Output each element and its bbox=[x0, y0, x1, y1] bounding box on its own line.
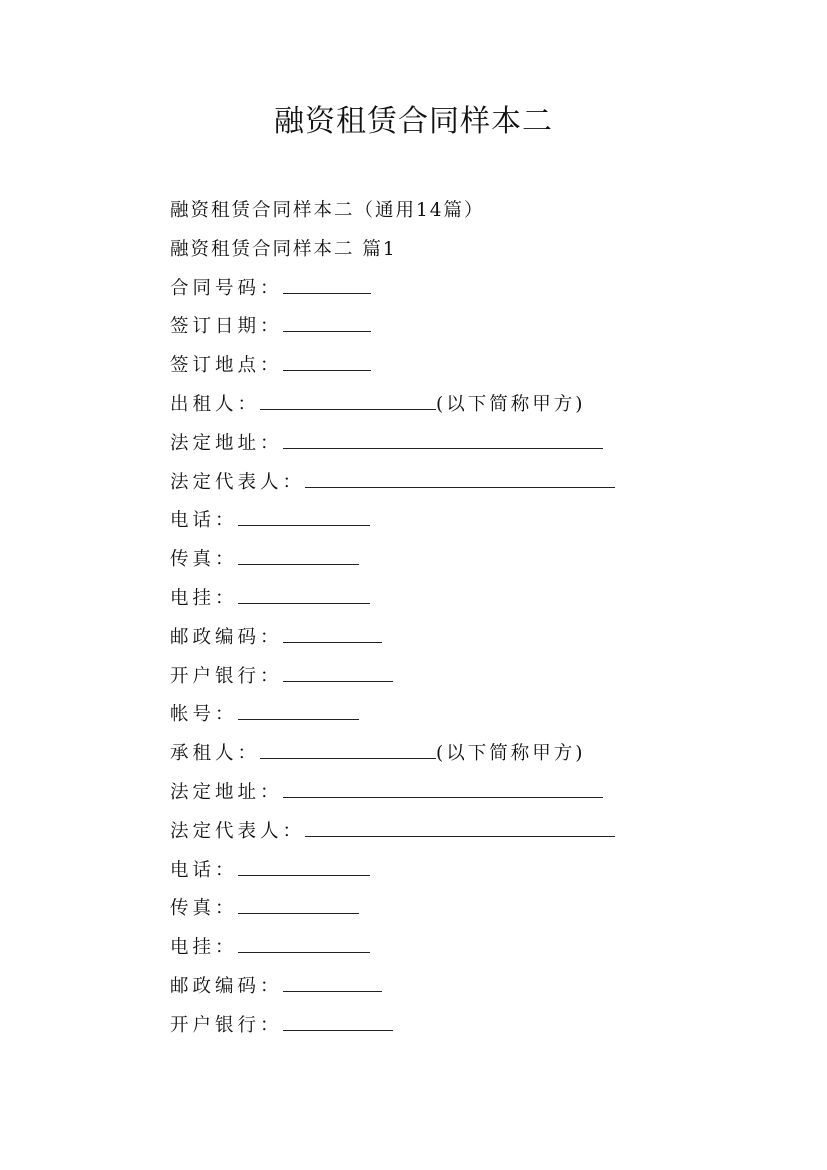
field-label: 法定代表人： bbox=[170, 820, 306, 842]
fill-in-blank bbox=[238, 705, 359, 720]
field-lessor bbox=[170, 386, 770, 425]
fill-in-blank bbox=[305, 473, 615, 488]
field-label: 传真： bbox=[170, 898, 238, 920]
field-lessor-bank bbox=[170, 658, 770, 697]
field-label: 签订地点： bbox=[170, 355, 283, 377]
fill-in-blank bbox=[283, 783, 603, 798]
fill-in-blank bbox=[283, 279, 371, 294]
field-lessor-phone bbox=[170, 502, 770, 541]
fill-in-blank bbox=[238, 511, 370, 526]
field-label: 签订日期： bbox=[170, 316, 283, 338]
field-suffix: (以下简称甲方) bbox=[436, 393, 586, 415]
field-label: 邮政编码： bbox=[170, 975, 283, 997]
document-subtitle: 融资租赁合同样本二（通用14篇） bbox=[170, 200, 485, 221]
field-label: 开户银行： bbox=[170, 1014, 283, 1036]
fill-in-blank bbox=[283, 434, 603, 449]
field-contract-number bbox=[170, 270, 770, 309]
fill-in-blank bbox=[260, 744, 436, 759]
field-label: 电挂： bbox=[170, 937, 238, 959]
field-lessor-address bbox=[170, 425, 770, 464]
fill-in-blank bbox=[305, 822, 615, 837]
field-lessee-address bbox=[170, 774, 770, 813]
section-heading: 融资租赁合同样本二 篇1 bbox=[170, 238, 397, 260]
field-label: 承租人： bbox=[170, 743, 261, 765]
field-lessee-fax bbox=[170, 890, 770, 929]
field-label: 合同号码： bbox=[170, 277, 283, 299]
fill-in-blank bbox=[283, 1016, 393, 1031]
field-label: 传真： bbox=[170, 549, 238, 571]
fill-in-blank bbox=[260, 395, 436, 410]
field-label: 邮政编码： bbox=[170, 626, 283, 648]
field-lessee-phone bbox=[170, 852, 770, 891]
document-title: 融资租赁合同样本二 bbox=[274, 104, 553, 139]
fill-in-blank bbox=[238, 861, 370, 876]
field-lessee bbox=[170, 735, 770, 774]
field-label: 出租人： bbox=[170, 393, 261, 415]
field-lessor-telegraph bbox=[170, 580, 770, 619]
field-label: 法定地址： bbox=[170, 432, 283, 454]
document-body bbox=[170, 192, 770, 1046]
field-label: 法定地址： bbox=[170, 781, 283, 803]
field-label: 开户银行： bbox=[170, 665, 283, 687]
field-label: 电话： bbox=[170, 859, 238, 881]
field-lessee-postcode bbox=[170, 968, 770, 1007]
fill-in-blank bbox=[238, 899, 359, 914]
field-lessor-fax bbox=[170, 541, 770, 580]
field-sign-date bbox=[170, 308, 770, 347]
field-sign-place bbox=[170, 347, 770, 386]
fill-in-blank bbox=[283, 977, 382, 992]
field-lessor-representative bbox=[170, 464, 770, 503]
fill-in-blank bbox=[283, 628, 382, 643]
fill-in-blank bbox=[238, 550, 359, 565]
field-label: 电挂： bbox=[170, 587, 238, 609]
field-label: 帐号： bbox=[170, 704, 238, 726]
fill-in-blank bbox=[238, 589, 370, 604]
field-lessee-telegraph bbox=[170, 929, 770, 968]
field-label: 法定代表人： bbox=[170, 471, 306, 493]
field-lessor-account bbox=[170, 696, 770, 735]
field-lessee-bank bbox=[170, 1007, 770, 1046]
fill-in-blank bbox=[283, 667, 393, 682]
field-lessee-representative bbox=[170, 813, 770, 852]
fill-in-blank bbox=[283, 356, 371, 371]
fill-in-blank bbox=[238, 938, 370, 953]
field-lessor-postcode bbox=[170, 619, 770, 658]
fill-in-blank bbox=[283, 317, 371, 332]
field-suffix: (以下简称甲方) bbox=[436, 743, 586, 765]
field-label: 电话： bbox=[170, 510, 238, 532]
